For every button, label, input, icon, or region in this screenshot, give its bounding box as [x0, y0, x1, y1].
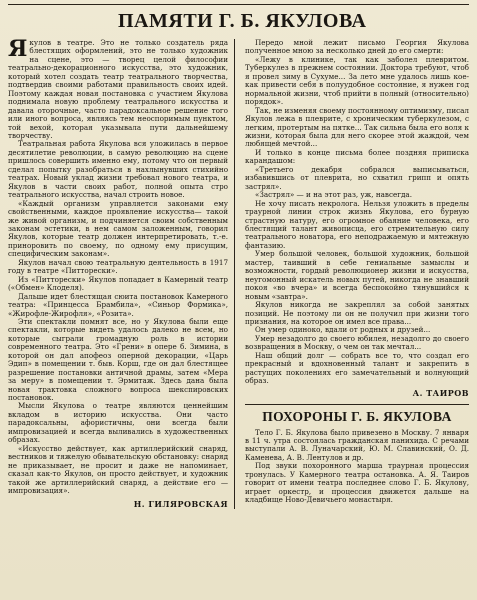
article-paragraph: «Искусство действует, как артиллерийский снаряд, вестников и тяжелую обывательскую обстановку: снаряд не приказывает, не просит и даже не напоминает, сказал как-то Якулов, он просто действует, и художник такой же артиллерийский снаряд, а действие его — импровизация». — [8, 443, 229, 496]
right-column — [245, 39, 469, 509]
columns — [8, 36, 469, 510]
article-paragraph: Мысли Якулова о театре являются ценнейшим вкладом в историю искусства. Они часто парадоксальны, афористичны, они всегда были импровизацией и всегда выливались в художественных образах. — [8, 401, 229, 445]
page-title: ПАМЯТИ Г. Б. ЯКУЛОВА — [118, 10, 367, 32]
left-column — [8, 36, 235, 510]
article-paragraph: Умер незадолго до своего юбилея, незадолго до своего возвращения в Москву, о чем он так мечтал... — [245, 333, 469, 352]
article-paragraph: Умер большой человек, большой художник, большой мастер, таивший в себе гениальные замыслы и возможности, гордый революционер жизни и искусства, неугомонный искатель новых путей, никогда не знавший покоя «во вчера» и всегда беспокойно тянувшийся к новым «завтра». — [245, 249, 469, 301]
article-paragraph: Театральная работа Якулова вся уложилась в первое десятилетие революции, в самую революцию на сцене пришлось совершить именно ему, потому что он первый сделал попытку разобраться в нахлынувших стихийно театрах. Новый уклад жизни требовал нового театра, и Якулов в части своих работ, полной опыта стро театрального искусства, начал строить новое. — [8, 139, 229, 200]
article-paragraph: Из «Питторески» Якулов попадает в Камерный театр («Обмен» Клоделя). — [8, 274, 229, 293]
article-paragraph: Под звуки похоронного марша траурная процессия тронулась. У Камерного театра остановка. А. Я. Таиров говорит от имени театра последнее слово Г. Б. Якулову, играет оркестр, и процессия движется дальше на кладбище Ново-Девичьего монастыря. — [245, 461, 469, 505]
article-paragraph: Передо мной лежит письмо Георгия Якулова полученное мною за несколько дней до его смерти: — [245, 38, 469, 56]
drop-cap: Я — [8, 36, 28, 62]
article-paragraph: Так, не изменяя своему постоянному оптимизму, писал Якулов лежа в плеврите, с хроническим туберкулезом, с легким, протертым на пятке... Так сильна была его воля к жизни, которая была для него скорее этой жаждой, чем любящей мечтой... — [245, 105, 469, 149]
article-paragraph: Эти спектакли помнят все, но у Якулова были еще спектакли, которые видеть удалось далеко не всем, но которые сыграли громадную роль в истории современного театра. Это «Грени» в опере б. Зимина, в которой он дал апофеоз оперной декорации, «Царь Эдип» в помещении т. быв. Корш, где он дал блестящее разрешение постановки античной драмы, затем «Мера за меру» в помещении т. Эрмитаж. Здесь дана была новая трактовка сложного вопроса шекспировских постановок. — [8, 316, 229, 403]
article-paragraph: Он умер одиноко, вдали от родных и друзей... — [255, 325, 431, 335]
article-paragraph: Дальше идет блестящая сюита постановок Камерного театра: «Принцесса Брамбила», «Синьор Формика», «Жирофле-Жирофля», «Розита». — [8, 291, 229, 318]
article-paragraph: Наш общий долг — собрать все то, что создал его прекрасный и вдохновенный талант и закрепить в растущих поколениях его замечательный и волнующий образ. — [245, 350, 469, 386]
article-paragraph: Не хочу писать некролога. Нельзя уложить в пределы траурной линии строк жизнь Якулова, его бурную страстную натуру, его огромное обаяние человека, его блестящий талант живописца, его стремительную силу театрального новатора, его неподражаемую и мятежную фантазию. — [245, 198, 469, 250]
article-paragraph: Якулов начал свою театральную деятельность в 1917 году в театре «Питторески». — [8, 257, 229, 276]
article-paragraph: «Каждый организм управляется законами ему свойственными, каждое проявление искусства— такой же живой организм, и подчиняется своим собственным законам эстетики, в нем самом заложенным, говорил Якулов, которые театр должен интерпретировать, т.-е. приноровить по своему, по одному ему присущим, специфическим законам». — [8, 198, 229, 259]
article-paragraph: «Застрял» — и на этот раз, уж, навсегда. — [255, 190, 413, 200]
section-title: ПОХОРОНЫ Г. Б. ЯКУЛОВА — [245, 404, 469, 425]
author-signature: Н. ГИЛЯРОВСКАЯ — [133, 499, 229, 510]
article-paragraph: Якулов никогда не закреплял за собой занятых позиций. Не поэтому ли он не получил при жизни того признания, на которое он имел все права... — [245, 300, 469, 326]
article-paragraph: «Лежу в клинике, так как заболел плевритом. Туберкулез в прежнем состоянии. Доктора требуют, чтоб я провел зиму в Сухуме... За лето мне удалось лишь кое-как привести себя в полуудобное состояние, я нужен год нормальной жизни, чтоб прийти в полный (относительно) порядок». — [245, 54, 469, 107]
author-signature: А. ТАИРОВ — [412, 387, 469, 398]
top-rule — [8, 4, 469, 5]
article-paragraph: Тело Г. Б. Якулова было привезено в Москву. 7 января в 11 ч. утра состоялась гражданская панихида. С речами выступали А. В. Луначарский, Ю. М. Славинский, О. Д. Каменева, А. В. Лентулов и др. — [245, 427, 469, 462]
article-paragraph: И только в конце письма более поздняя приписка карандашом: — [245, 147, 469, 166]
article-paragraph: «Третьего декабря собрался выписываться, избавившись от плеврита, но схватил грипп и опять застрял». — [245, 164, 469, 191]
article-paragraph — [8, 36, 229, 140]
paragraph-text: кулов в театре. Это не только создатель ряда блестящих оформлений, это не только художник на сцене, это — творец целой философии театрально-декорационного искусства, это художник, который хотел создать театр театрального творчества, подтвердив своими работами правильность своих идей. Поэтому каждая новая постановка с участием Якулова поднимала новую проблему театрального искусства и давала оторочные, часто парадоксальное решение того или иного вопроса, являясь тем неоспоримым пунктом, той вехой, которая указывала пути дальнейшему творчеству. — [8, 38, 229, 140]
